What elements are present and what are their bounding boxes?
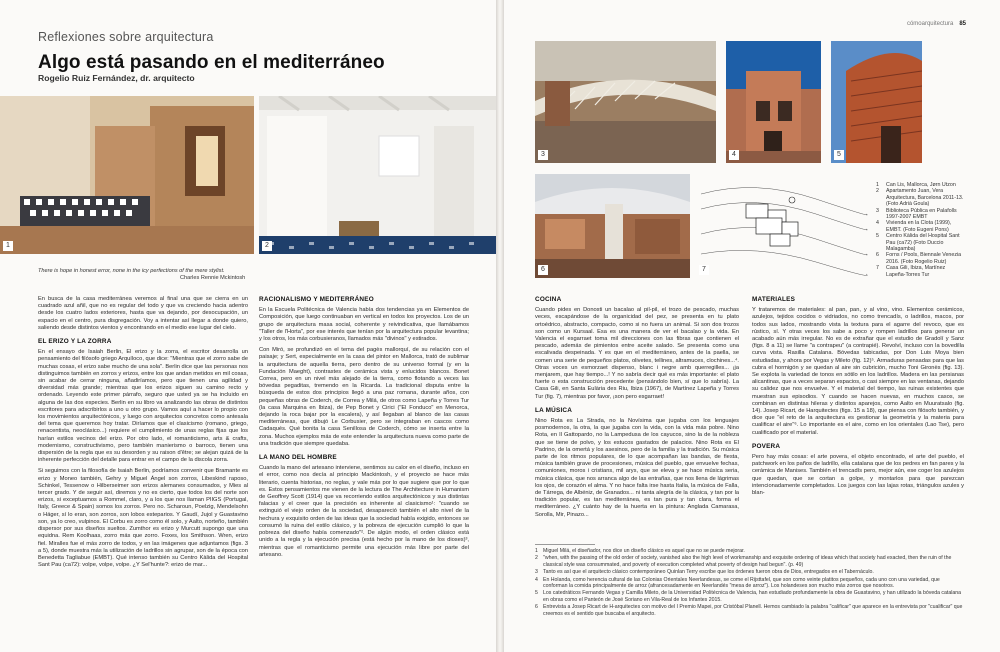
footnote-text: Tanto es así que el arquitecto clásico contemporáneo Quinlan Terry escribe que los órdenes fueron obra de Dios, entregados en el Tabernáculo. bbox=[543, 569, 874, 576]
running-header bbox=[907, 21, 966, 27]
subheading: EL ERIZO Y LA ZORRA bbox=[38, 338, 112, 346]
paragraph: Nino Rota es La Strada, no la Novísima que jugaba con los lenguajes posmodernos, la otra, la que jugaba con la vida, con la vida más pobre. Nino Rota, en Il Gattopardo, no la Lampedusa de los cayucos, sino la de la nobleza que se tiene de polvo, y los estucos gastados de palacios. Nino Rota es El Padrino, de la omertá y los asesinos, pero de la familia y la tradición. Su música parte de los ritmos populares, de lo que acompañan las bandas, de fiesta, música también grave de procesiones, música del pueblo, que envuelve fechas, comuniones, moros i cristians, mil arys, que se eleva y se hace música seria, música clásica, que nos arranca algo de las entrañas, que nos llena de lágrimas los ojos, de corazón el alma. Y no hace falta irse hasta Italia, la música de Falla, de Tárrega, de Albéniz, de Granados... ni tanta alegría de la clásica, y tan por la tradición popular, es tan mediterránea, es tan pura y tan clara, forma el mediterráneo. ¿Y cuánto hay de la huerta en la pintura: Anglada Camarasa, Sorolla, Mir, Pinazo... bbox=[535, 418, 739, 518]
subheading: POVERA bbox=[752, 442, 781, 450]
photo-number: 5 bbox=[834, 150, 844, 160]
caption-text: Casa Gili, Ibiza, Martínez Lapeña-Torres Tur bbox=[886, 265, 946, 278]
subheading: LA MÚSICA bbox=[535, 406, 573, 414]
caption-number: 5 bbox=[876, 233, 879, 240]
photo-number: 1 bbox=[3, 241, 13, 251]
paragraph: Cuando la mano del artesano interviene, sentimos su calor en el diseño, incluso en el error, como nos decía al principio Mackintosh, y el proyecto se hace más literario, cuenta historias, no reglas, y vale más por lo que sugiere que por lo que es. Estos pensamientos me vienen de la lectura de The Architecture in Humanism de Geoffrey Scott (1914) que va recorriendo estilos arquitectónicos y sus distintas falacias y el creer que la precisión es inherente al clasicismo¹: "cuando se extinguió el viejo orden de la sociedad, desapareció también el alto nivel de la hechura y exquisito orden de las ideas que la sociedad había exigido, entonces se consumó la ruina del estilo clásico, y la pobreza de ejecución cumplió lo que la pobreza del diseño había comenzado"². De algún modo, el orden clásico está unido a la regla y la ejecución precisa (está hecho por la mano de los dioses)³, mientras que el romanticismo permite una ejecución más libre por parte del artesano. bbox=[259, 465, 469, 558]
spine-gutter bbox=[496, 0, 504, 652]
photo-4 bbox=[726, 41, 821, 163]
caption-text: Biblioteca Pública en Palafolls 1997-2007 EMBT bbox=[886, 207, 957, 221]
caption-item bbox=[876, 252, 966, 265]
footnotes bbox=[535, 548, 965, 618]
page-number: 85 bbox=[959, 21, 966, 27]
photo-3-illustration bbox=[535, 41, 716, 163]
footnote bbox=[535, 555, 965, 568]
subheading: RACIONALISMO Y MEDITERRÁNEO bbox=[259, 296, 374, 303]
caption-number: 4 bbox=[876, 220, 879, 227]
caption-item bbox=[876, 208, 966, 221]
caption-item bbox=[876, 233, 966, 252]
text-column-2 bbox=[259, 296, 469, 563]
photo-5-illustration bbox=[831, 41, 922, 163]
plan-drawing-7 bbox=[696, 174, 868, 278]
photo-number: 3 bbox=[538, 150, 548, 160]
right-page bbox=[504, 0, 1000, 652]
paragraph: En el ensayo de Isaiah Berlin, El erizo y la zorra, el escritor desarrolla un pensamiento del filósofo griego Arquíloco, que dice: "Mientras que el zorro sabe de muchas cosas, el erizo sabe mucho de una sola". Berlin dice que las personas nos distinguimos también en zorros y erizos, entre los que andan metidos en mil cosas, sin acabar de cerrar ninguna, añadiríamos, pero que tienen una agilidad y diversidad más grande; mientras que los erizos siguen su camino recto y ordenado. Leyendo este primer párrafo, seguro que usted ya se ha incluido en alguna de las dos especies. Berlin en su libro va analizando las obras de distintos escritores para adscribirlos a uno u otro grupo. Vamos aquí a hacer lo propio con los movimientos arquitectónicos, y luego con arquitectos concretos como antesala del tema que queremos hoy tratar. Diríamos que el clasicismo (romano, griego, renacentista, neoclásico...) requiere el cumplimiento de unas reglas fijas que los harían estilos vecinos del erizo. Por otro lado, el romanticismo, arts & crafts, modernismo, constructivismo, pero también manierismo o barroco, tienen una dispersión de la regla que es su desorden y su raison d'être; se alejan quizá de la inherente perfección del detalle para entrar en el campo de la discola zorra. bbox=[38, 349, 248, 464]
caption-text: Apartamento Juan, Vera Arquitectura, Barcelona 2011-13. (Foto Adrià Goula) bbox=[886, 188, 964, 208]
footnote bbox=[535, 577, 965, 590]
caption-number: 3 bbox=[876, 207, 879, 214]
photo-1-illustration bbox=[0, 96, 254, 254]
caption-number: 2 bbox=[876, 188, 879, 195]
footnote bbox=[535, 548, 965, 554]
text-column-1 bbox=[38, 296, 248, 573]
paragraph: En busca de la casa mediterránea veremos al final una que se cierra en un cuadrado azul añil, que no es regular del todo y que va creciendo hacia adentro desde los cuatro lados exteriores, hasta que va dejando, por desocupación, un espacio en el centro, pura disgregación. Voy a intentar así llegar a donde quiero, saliendo desde distintos vientos y encontrando en el medio ese lugar del cielo. bbox=[38, 296, 248, 331]
running-title: cómoarquitectura bbox=[906, 21, 954, 27]
caption-list bbox=[876, 182, 966, 278]
caption-text: Can Lis, Mallorca, Jørn Utzon bbox=[886, 182, 956, 188]
footnote-number: 4 bbox=[535, 576, 538, 583]
footnote-number: 1 bbox=[535, 548, 538, 554]
photo-2-illustration bbox=[259, 96, 496, 254]
paragraph: Y trataremos de materiales: al pan, pan, y al vino, vino. Elementos cerámicos, azulejos, tejidos cocidos o vidriados, no como trencadís, o ladrillos, macos, por todos sus lados, mostrando vista la textura para el agarre del revoco, que es rústico, sí. Y otras veces los sabe a poco y rompen ladrillos para generar un acabado aún más irregular. No es de extrañar que el estudio de Gradolí y Sanz (figs. 8 a 11) se llame "a contrapeu" (a contrapié). Revolví, incluso con la bovedilla curva vista. Rasilla Catalana. Bóvedas tabicadas, por Don Luis Moya bien estudiadas, y ahora por Vegas y Mileto (fig. 12)⁵. Armaduras pensadas para que las cubra el hormigón y se quedan al aire sin cubrición, mucho Toni Gironès (fig. 13). Se explota la variedad de tonos en sótilo en los ladrillos. Madera en las persianas alicantinas, que a veces separan espacios, o casi siempre en las ventanas, dejando su calidez que nos envuelve. Y el material del tiempo, las ruinas existentes que muestran sus episodios. Y cuando se hacen nuevas, en muchos casos, se combinan en distintas hileras y distintos aparejos, como Aalto en Muuratsalo (fig. 14). Josep Ricart, de Harquitectes (figs. 15 a 18), que piensa con filósofo también, y dice que "el reto de la arquitectura es gestionar la geometría y la materia para cualificar el aire"⁶. Lo importante es el aire, como en los orientales (Lao Tse), pero cualificado por el material. bbox=[752, 307, 964, 436]
photo-number: 4 bbox=[729, 150, 739, 160]
paragraph: Pero hay más cosas: el arte povera, el objeto encontrado, el arte del pueblo, el patchwork en los paños de ladrillo, ella catalana que de los pedres en fan pares y la cerámica de Manises. También el trencadís pero, mejor aún, ese coger los azulejos que quedan, que se cortan a golpe, y montarlos para que parezcan intencionadamente completados. Los juegos con las lajas rotas, triángulos azules y blan- bbox=[752, 454, 964, 497]
caption-text: Centro Kàlida del Hospital Sant Pau (ca72) (Foto Duccio Malagamba) bbox=[886, 233, 960, 253]
subheading: LA MANO DEL HOMBRE bbox=[259, 454, 337, 462]
photo-4-illustration bbox=[726, 41, 821, 163]
footnote-text: Los catedráticos Fernando Vegas y Camilla Mileto, de la Universidad Politécnica de Valencia, han estudiado profundamente la obra de Guastavino, y han utilizado la bóveda catalana en obras como el Panteón de José Soriano en Vila-Real de los Infantes 2015. bbox=[543, 590, 962, 603]
article-author: Rogelio Ruiz Fernández, dr. arquitecto bbox=[38, 73, 195, 83]
caption-item bbox=[876, 188, 966, 207]
photo-number: 7 bbox=[699, 265, 709, 275]
caption-item bbox=[876, 265, 966, 278]
caption-number: 7 bbox=[876, 265, 879, 272]
paragraph: En la Escuela Politécnica de Valencia había dos tendencias ya en Elementos de Composición, que luego continuaban en vertical en todos los proyectos. Los de un grupo de arquitectura masa social, coherente y reivindicativa, que llamábamos "Taller de l'Horta", por ese interés que tenían por la arquitectura popular levantina; y los otros, los más corbusieranos, llamados más "divinos" y estirados. bbox=[259, 307, 469, 343]
epigraph-quote: There is hope in honest error, none in the icy perfections of the mere stylist. bbox=[38, 268, 225, 274]
text-column-3 bbox=[535, 296, 739, 541]
footnote-number: 2 bbox=[535, 555, 538, 562]
caption-number: 1 bbox=[876, 182, 879, 188]
caption-number: 6 bbox=[876, 252, 879, 259]
subheading: COCINA bbox=[535, 296, 562, 303]
photo-number: 6 bbox=[538, 265, 548, 275]
caption-text: Vivienda en la Clota (1999), EMBT. (Foto Eugeni Pons) bbox=[886, 220, 952, 233]
footnote-text: "when, with the passing of the old order of society, vanished also the high level of workmanship and exquisite ordering of ideas which that society had exacted, then the ruin of the classical style was consummated, and poverty of execution completed what poverty of design had begun". (p. 49) bbox=[543, 555, 952, 568]
photo-6-illustration bbox=[535, 174, 690, 278]
caption-item bbox=[876, 220, 966, 233]
photo-2 bbox=[259, 96, 496, 254]
footnote-text: Entrevista a Josep Ricart de H-arquitectes con motivo del I Premio Mapei, por Cristóbal Planell. Hemos cambiado la palabra "calificar" que aparece en la entrevista por "cualificar" que creemos es el sentido que buscaba el arquitecto. bbox=[543, 604, 963, 617]
photo-number: 2 bbox=[262, 241, 272, 251]
paragraph: Si seguimos con la filosofía de Isaiah Berlin, podríamos convenir que Bramante es erizo y Moneo también, Gehry y Miguel Ángel son zorros, Libeskind raposo, Schinkel, Tessenow o Hilberseimer son erizos alemanes consumados, y Mies al tercer grado. Y de seguir así, diremos y no es cierto, que todos los del norte son erizos, si exceptuamos a Rommel, claro, y a los que nos llaman PIIGS (Portugal, Italy, Greece & Spain) somos los zorros. Pero no. Scharoun, Poelzig, Mendelsohn o Häger, sí lo eran, son zorros, son lobos esteparios. Y Gaudí, Jujol y Guastavino son, ya lo creo, vulpinos. El Corbu es zorro como él solo, y Aalto, norteño, también dispersor por sus diseños sueltos. Zumthor es erizo y Murcutt supongo que una equidna. Rem Koolhaas, zorro más que zorro. Foxes, los Smithson. Wren, erizo fiel. Miralles fue el más zorro de todos, y en las imágenes que adjuntamos (figs. 3 a 5), donde muestra más la utilización de ladrillos sin agrupar, son de la época con Benedetta Tagliabue (EMBT). Qué intenso también su Centro Kàlida del Hospital Sant Pau (ca72): volpe, volpe, volpe. ¿Y Sel'hunte?: erizo de mar... bbox=[38, 468, 248, 569]
footnote-number: 6 bbox=[535, 604, 538, 611]
epigraph-attribution: Charles Rennie Mckintosh bbox=[180, 275, 246, 281]
subheading: MATERIALES bbox=[752, 296, 796, 303]
site-plan-illustration bbox=[696, 174, 868, 278]
footnote bbox=[535, 590, 965, 603]
footnote-text: En Holanda, como herencia cultural de las Colonias Orientales Neerlandesas, se come el Rijsttafel, que son como veinte platitos pequeños, cada uno con una variedad, que conforman la comida principalmente de arroz (afrancesadamente en Neerlandés "mesa de arroz"). Los holandeses son mucho más zorros que nosotros. bbox=[543, 576, 940, 590]
article-title: Algo está pasando en el mediterráneo bbox=[38, 52, 385, 73]
left-page bbox=[0, 0, 496, 652]
footnote-text: Miguel Milá, el diseñador, nos dice un diseño clásico es aquel que no se puede mejorar. bbox=[543, 548, 745, 554]
photo-3 bbox=[535, 41, 716, 163]
footnote-number: 3 bbox=[535, 569, 538, 576]
photo-1 bbox=[0, 96, 254, 254]
paragraph: Con Miró, se profundizó en el tema del pagès mallorquí, de su relación con el paisaje; y Sert, especialmente en la casa del pintor en Mallorca, trató de sublimar la arquitectura de aquella tierra, pero dentro de su universo formal (y en la Fundación Maeght), contrastes de cerámica vista y enlucidos blancos. Bonet Correa, pero en un nivel más alejado de la tierra, como flotando a veces las bóvedas pegaditas, tremendo en la Ricarda. La tradicional disputa entre la búsqueda de estos dos principios llegó a una paz romana, durante años, con pequeñas obras de Coderch, de Correa y Milá, de otros como Lapeña y Torres Tur (la casa Marquina en Ibiza), de Pep Bonet y Cirici ("El Fonduco" en Menorca, dejando la roca bajar por la escalera), y así llegaban al blanco de las casas mediterráneas, que dibujó Le Corbusier, pero se integraban en cascos como Cadaqués. Qué bonita la casa Senillosa de Coderch, cómo se inserta entre la zona. Muchos ejemplos más de este entender la arquitectura nueva como parte de una tradición que siempre quedaba. bbox=[259, 347, 469, 447]
footnote-number: 5 bbox=[535, 590, 538, 597]
caption-text: Forns / Pools, Biennale Venezia 2016. (Foto Rogelio Ruiz) bbox=[886, 252, 962, 265]
section-title: Reflexiones sobre arquitectura bbox=[38, 30, 214, 44]
footnote-divider bbox=[535, 544, 595, 545]
paragraph: Cuando pides en Donosti un bacalao al pil-pil, el trozo de pescado, muchas veces, escapándose de la organicidad del pez, se presenta en tu plato ortoédrico, abstracto, compacto, como si no fuera un animal. Si son dos trozos son como un Kursaal. Esa es una manera de ver el bacalao y la vida. En Valencia el esgarraet toma mil direcciones con las fibras que contienen el pescado, además de pimientos entre aceite salado. Se presenta como una escalivada despeinada. Y es que en el mediterráneo, antes de la paella, se comen una serie de pequeños platos, olivetes, tellines, altramuces, clochines...⁴. Otras voces un esmorzaet dispenso, blanc i negre amb querregilles... ¡ja menjarem, que hay tiempo...! Y no sabría decir qué es más importante: el plato fuerte o esta construcción precedente (pensándolo bien, sí que lo sabría). La Casa Gili, en Santa Eulària des Riu, Ibiza (1967), de Martínez Lapeña y Torres Tur (fig. 7), mientras por favor, ¡son pero esgarraet! bbox=[535, 307, 739, 400]
text-column-4 bbox=[752, 296, 964, 541]
footnote bbox=[535, 604, 965, 617]
photo-6 bbox=[535, 174, 690, 278]
photo-5 bbox=[831, 41, 922, 163]
footnote bbox=[535, 569, 965, 575]
